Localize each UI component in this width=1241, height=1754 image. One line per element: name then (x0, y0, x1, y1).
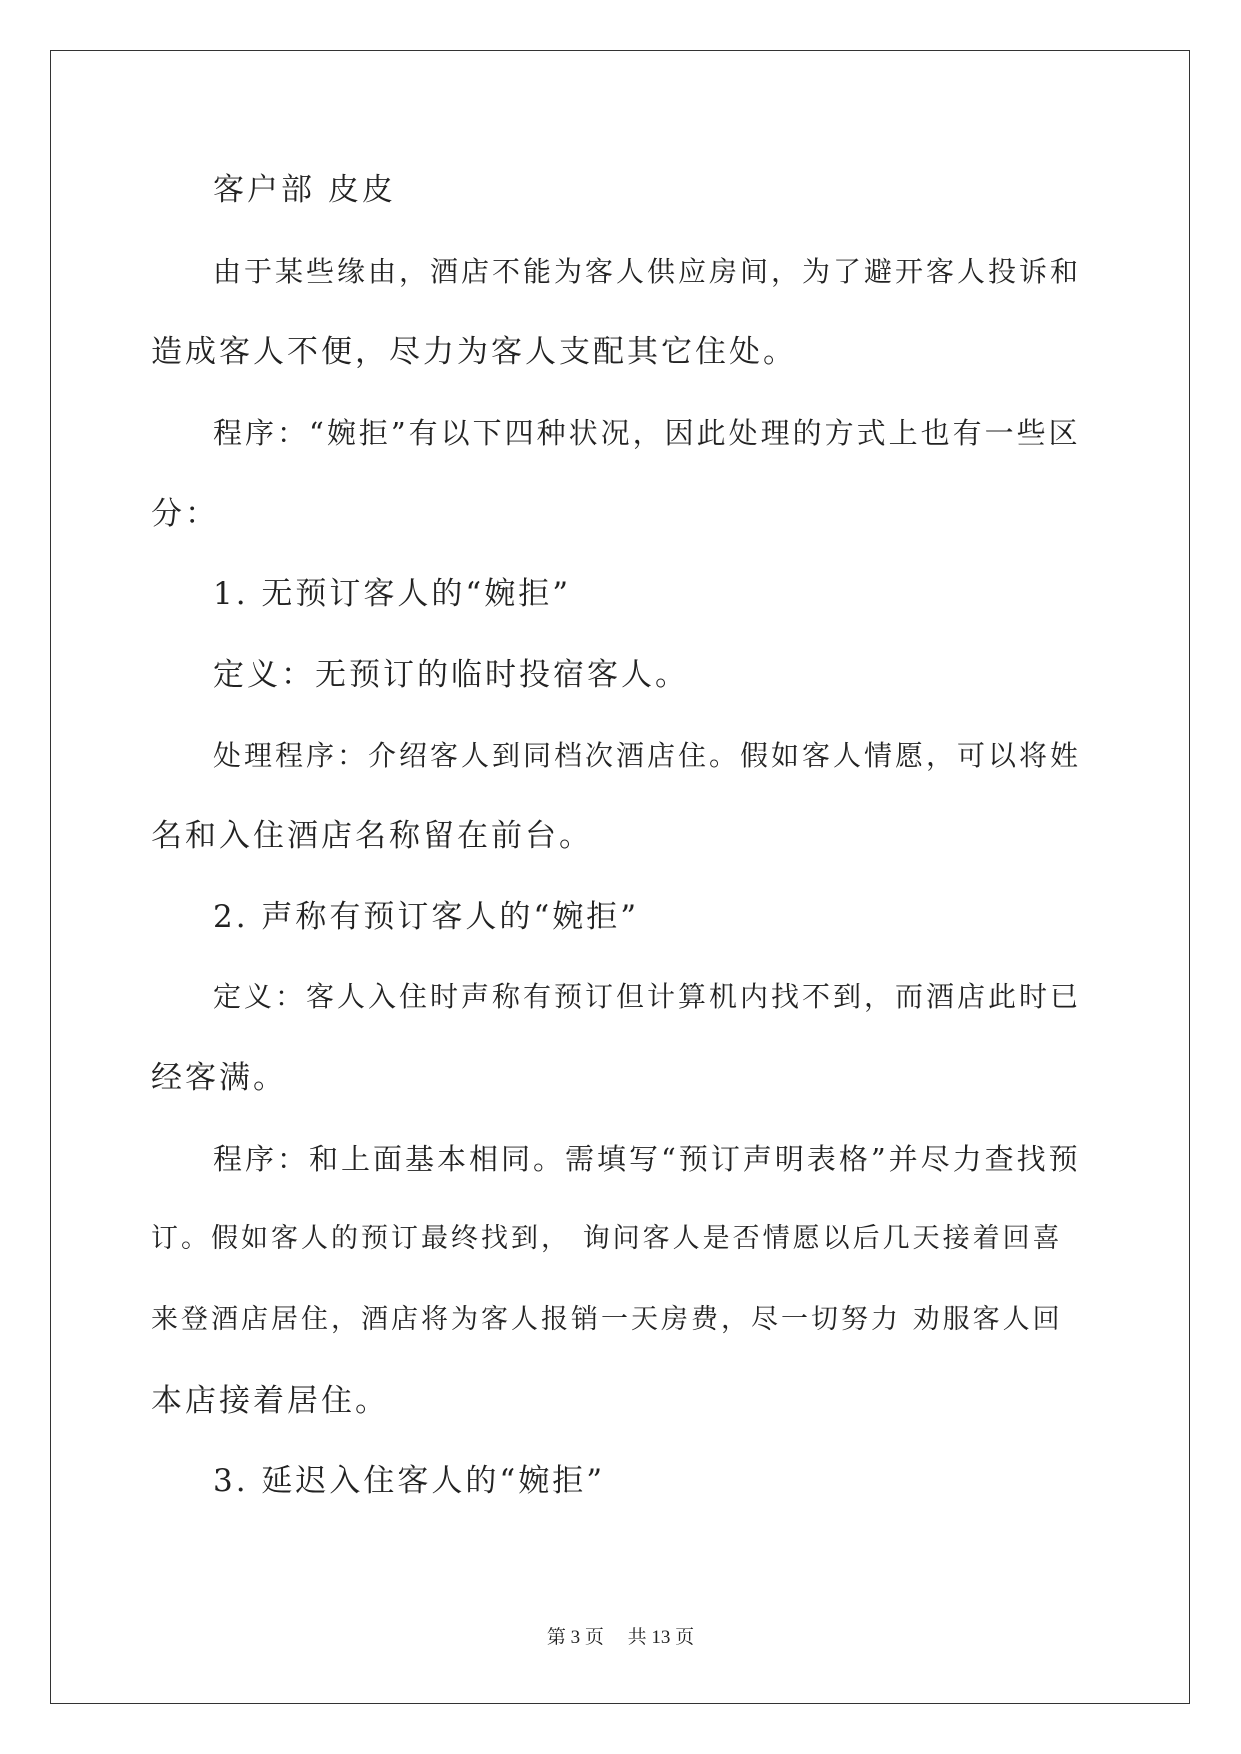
page-border (50, 50, 1190, 1704)
paragraph-line: 由于某些缘由，酒店不能为客人供应房间，为了避开客人投诉和 (213, 255, 1082, 288)
paragraph-line: 分： (151, 496, 219, 532)
paragraph-line: 定义：无预订的临时投宿客人。 (213, 657, 689, 693)
paragraph-line: 订。假如客人的预订最终找到， 询问客人是否情愿以后几天接着回喜 (151, 1223, 1063, 1254)
paragraph-line: 本店接着居住。 (151, 1383, 389, 1419)
paragraph-line: 来登酒店居住，酒店将为客人报销一天房费，尽一切努力 劝服客人回 (151, 1304, 1063, 1335)
paragraph-line: 定义：客人入住时声称有预订但计算机内找不到，而酒店此时已 (213, 980, 1082, 1013)
paragraph-line: 经客满。 (151, 1060, 287, 1096)
paragraph-line: 名和入住酒店名称留在前台。 (151, 818, 593, 854)
page-number: 第 3 页 共 13 页 (546, 1627, 695, 1648)
section-heading-2: 2. 声称有预订客人的“婉拒” (213, 899, 640, 935)
author-line: 客户部 皮皮 (213, 172, 396, 208)
paragraph-line: 程序：和上面基本相同。需填写“预订声明表格”并尽力查找预 (213, 1142, 1081, 1176)
section-heading-1: 1. 无预订客人的“婉拒” (213, 576, 572, 612)
section-heading-3: 3. 延迟入住客人的“婉拒” (213, 1463, 606, 1499)
paragraph-line: 处理程序：介绍客人到同档次酒店住。假如客人情愿，可以将姓 (213, 739, 1082, 772)
paragraph-line: 程序：“婉拒”有以下四种状况，因此处理的方式上也有一些区 (213, 416, 1081, 450)
paragraph-line: 造成客人不便，尽力为客人支配其它住处。 (151, 334, 797, 370)
